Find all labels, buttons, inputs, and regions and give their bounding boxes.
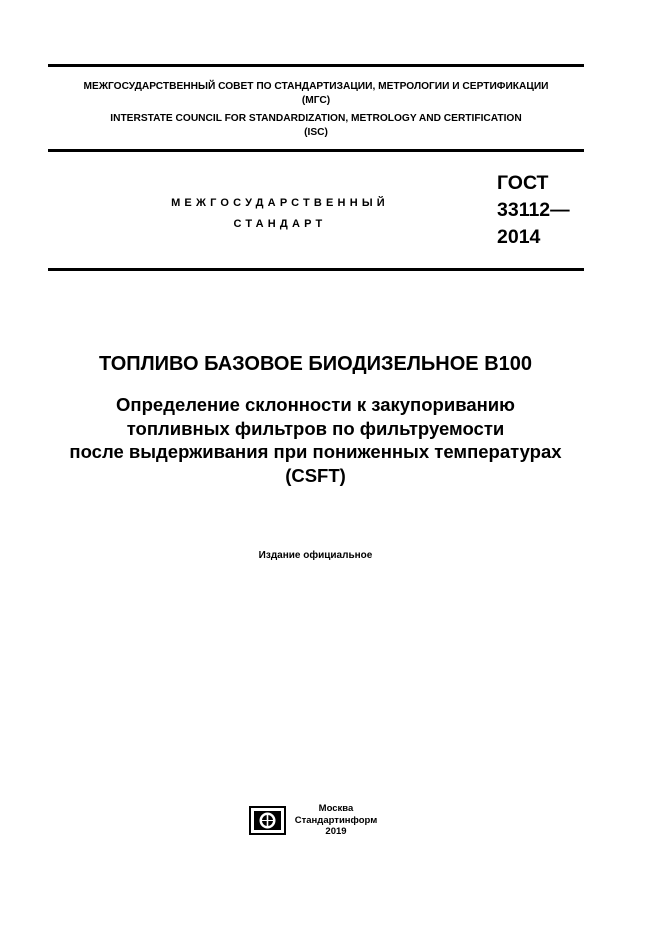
standard-type-line2: СТАНДАРТ bbox=[233, 218, 327, 230]
standard-type-line1: МЕЖГОСУДАРСТВЕННЫЙ bbox=[171, 197, 389, 209]
council-name-en: INTERSTATE COUNCIL FOR STANDARDIZATION, METROLOGY AND CERTIFICATION bbox=[110, 113, 522, 124]
council-abbr-ru: (МГС) bbox=[301, 94, 331, 106]
publisher-year: 2019 bbox=[325, 826, 347, 837]
council-name-ru: МЕЖГОСУДАРСТВЕННЫЙ СОВЕТ ПО СТАНДАРТИЗАЦИИ, МЕТРОЛОГИИ И СЕРТИФИКАЦИИ bbox=[83, 81, 549, 92]
document-subtitle bbox=[0, 393, 631, 487]
top-rule bbox=[48, 64, 584, 67]
subtitle-line1: Определение склонности к закупориванию bbox=[116, 394, 515, 415]
standartinform-logo-icon bbox=[249, 806, 286, 835]
edition-label: Издание официальное bbox=[258, 550, 373, 561]
subtitle-line3: после выдерживания при пониженных температурах bbox=[69, 441, 562, 462]
gost-designation bbox=[497, 170, 570, 251]
standard-type bbox=[110, 193, 450, 235]
publisher-info bbox=[290, 803, 382, 838]
publisher-city: Москва bbox=[318, 803, 354, 814]
subtitle-line4: (CSFT) bbox=[285, 464, 346, 486]
council-header bbox=[48, 80, 584, 139]
bottom-rule bbox=[48, 268, 584, 271]
subtitle-line2: топливных фильтров по фильтруемости bbox=[126, 417, 505, 439]
gost-prefix: ГОСТ bbox=[497, 172, 549, 194]
document-title: ТОПЛИВО БАЗОВОЕ БИОДИЗЕЛЬНОЕ B100 bbox=[98, 353, 533, 375]
publisher-name: Стандартинформ bbox=[294, 814, 378, 826]
middle-rule bbox=[48, 149, 584, 152]
gost-number: 33112— bbox=[497, 199, 570, 221]
council-abbr-en: (ISC) bbox=[304, 126, 328, 138]
gost-year: 2014 bbox=[497, 226, 541, 248]
